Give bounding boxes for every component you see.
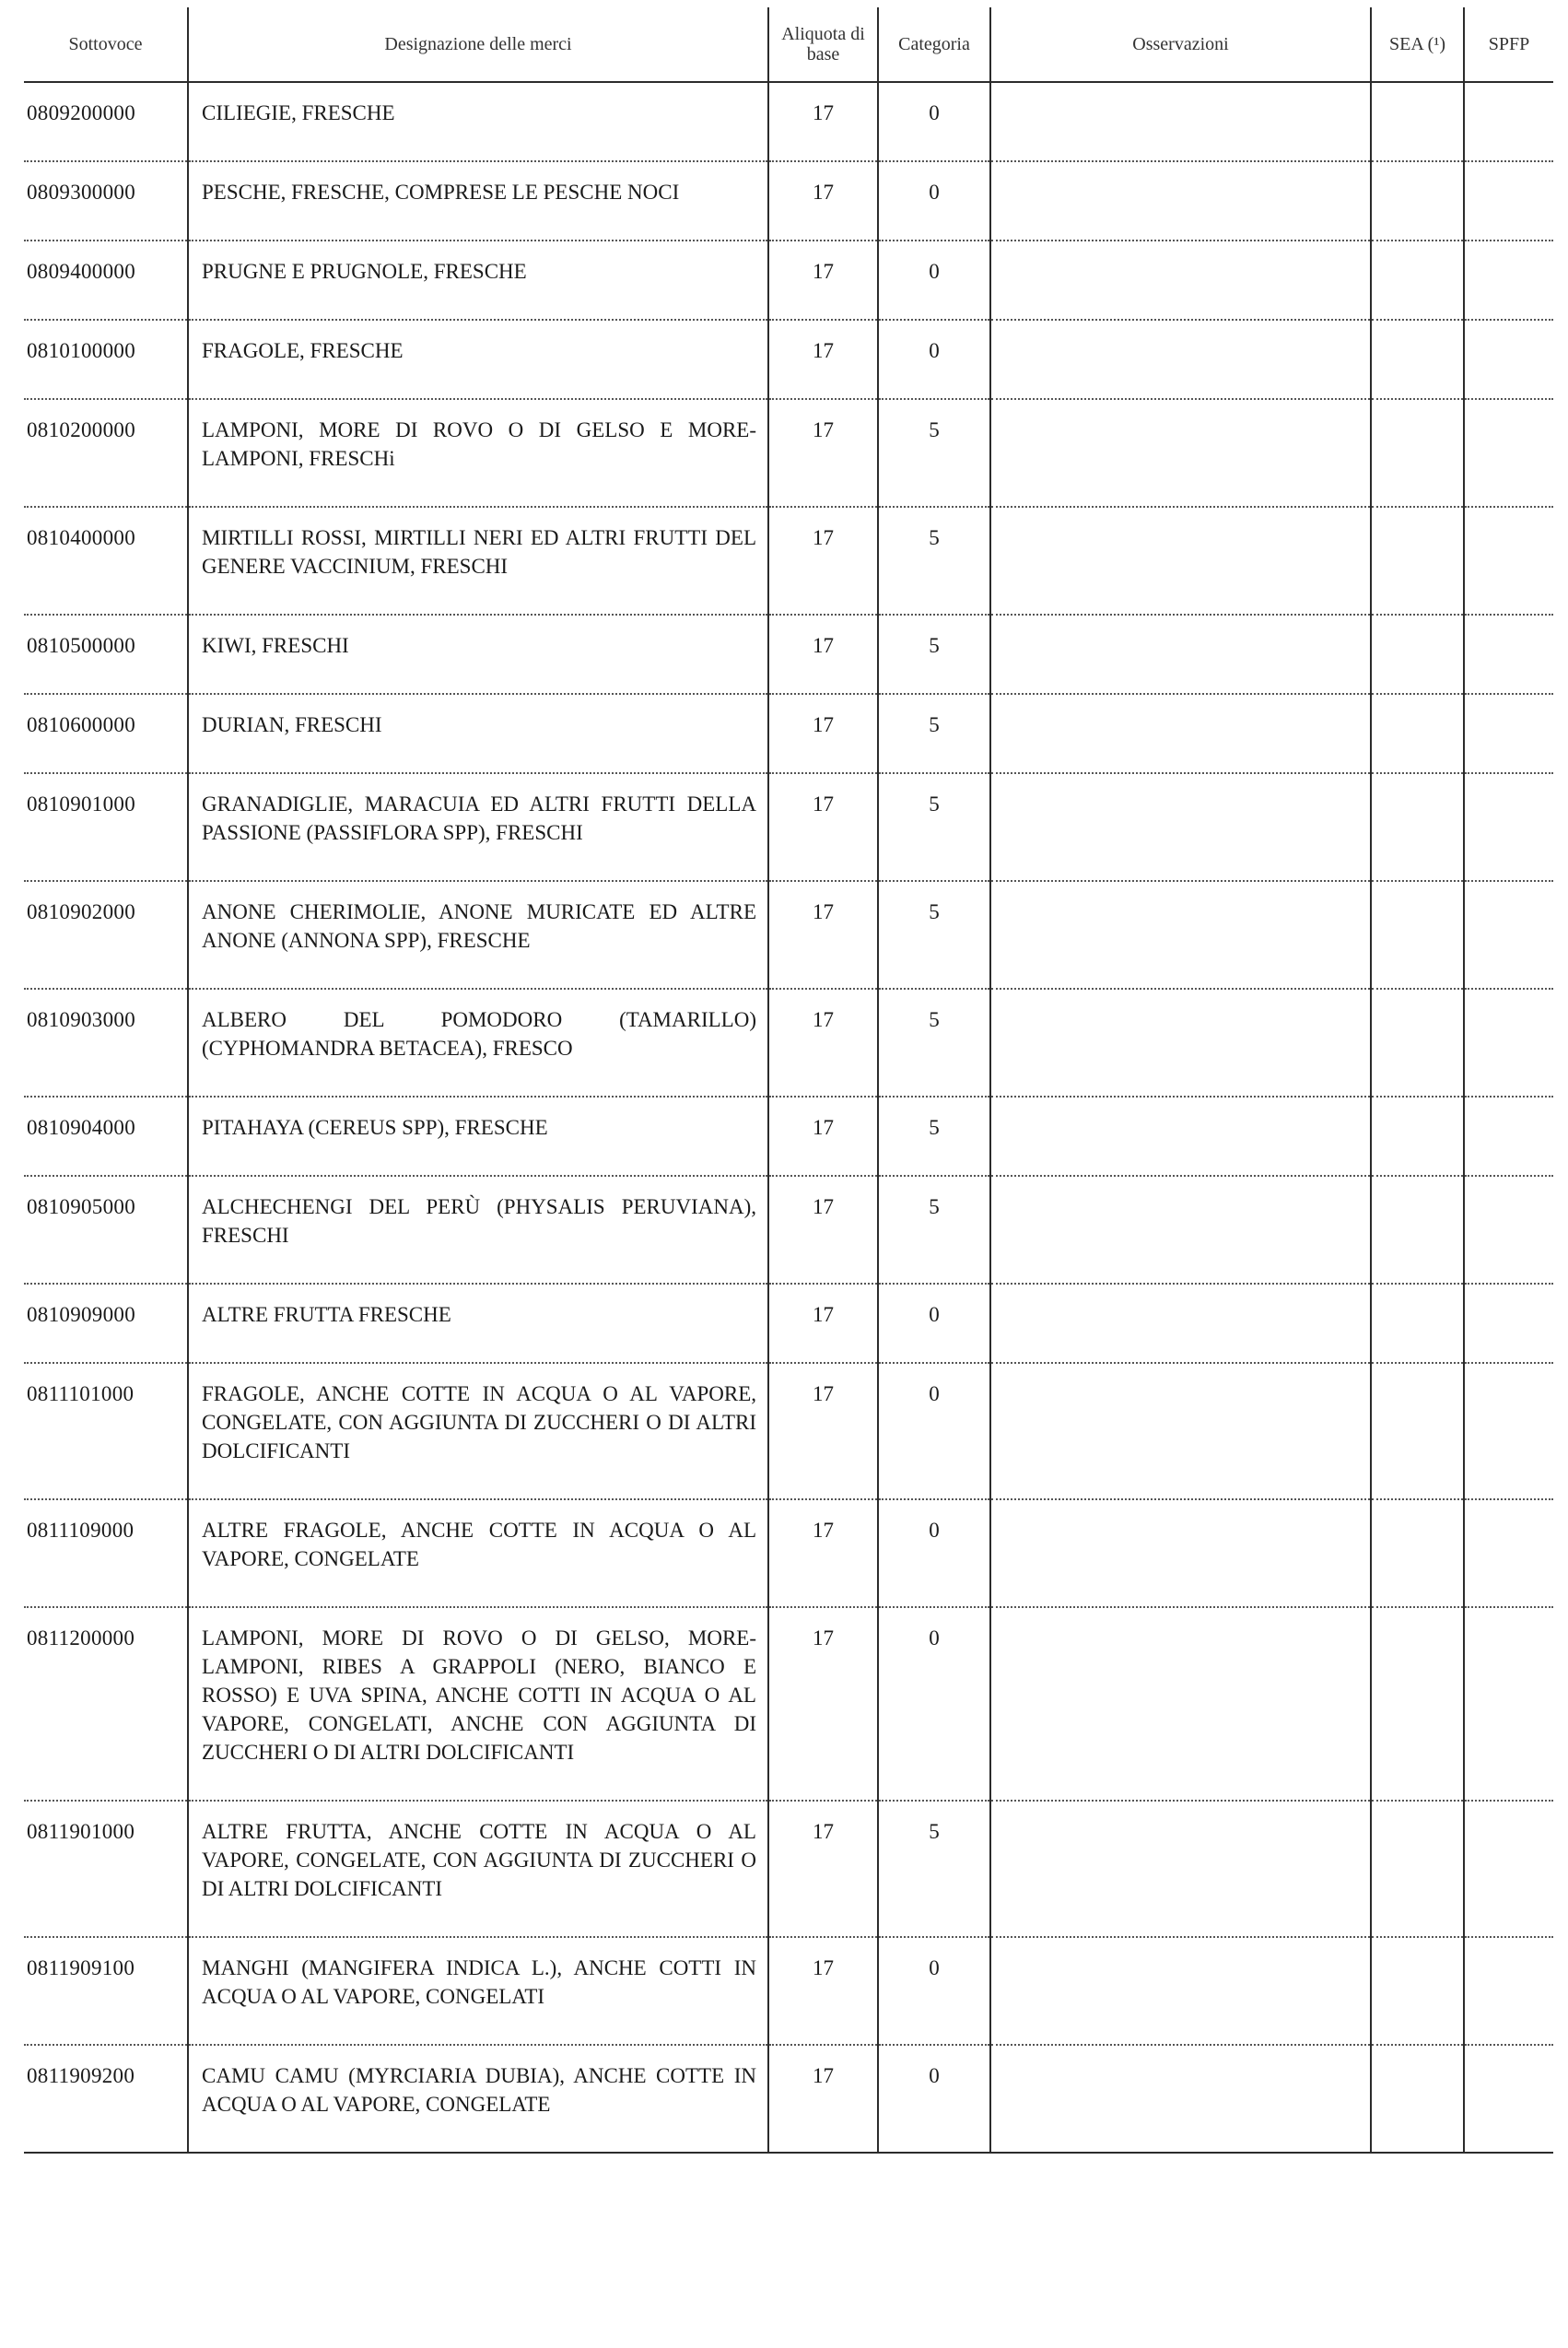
cell-observations [990, 694, 1371, 773]
cell-sea [1371, 1284, 1464, 1363]
table-row [24, 241, 1553, 320]
cell-description: MIRTILLI ROSSI, MIRTILLI NERI ED ALTRI FRUTTI DEL GENERE VACCINIUM, FRESCHI [188, 507, 768, 615]
cell-rate: 17 [768, 1363, 878, 1499]
table-row [24, 2045, 1553, 2153]
cell-rate: 17 [768, 241, 878, 320]
table-row [24, 1937, 1553, 2045]
cell-description: ALTRE FRAGOLE, ANCHE COTTE IN ACQUA O AL VAPORE, CONGELATE [188, 1499, 768, 1607]
cell-code: 0810909000 [24, 1284, 188, 1363]
cell-code: 0810902000 [24, 881, 188, 989]
cell-description: MANGHI (MANGIFERA INDICA L.), ANCHE COTTI IN ACQUA O AL VAPORE, CONGELATI [188, 1937, 768, 2045]
cell-sea [1371, 1607, 1464, 1801]
cell-rate: 17 [768, 1284, 878, 1363]
cell-code: 0811901000 [24, 1801, 188, 1937]
cell-code: 0810904000 [24, 1097, 188, 1176]
cell-code: 0811101000 [24, 1363, 188, 1499]
cell-category: 0 [878, 2045, 990, 2153]
cell-observations [990, 881, 1371, 989]
cell-code: 0811109000 [24, 1499, 188, 1607]
cell-rate: 17 [768, 320, 878, 399]
cell-category: 5 [878, 615, 990, 694]
cell-observations [990, 989, 1371, 1097]
cell-category: 5 [878, 1176, 990, 1284]
cell-spfp [1464, 1499, 1553, 1607]
cell-rate: 17 [768, 773, 878, 881]
cell-spfp [1464, 399, 1553, 507]
table-row [24, 320, 1553, 399]
table-row [24, 773, 1553, 881]
cell-sea [1371, 881, 1464, 989]
cell-observations [990, 1801, 1371, 1937]
cell-sea [1371, 615, 1464, 694]
cell-description: ANONE CHERIMOLIE, ANONE MURICATE ED ALTRE ANONE (ANNONA SPP), FRESCHE [188, 881, 768, 989]
cell-sea [1371, 989, 1464, 1097]
cell-spfp [1464, 2045, 1553, 2153]
cell-code: 0809400000 [24, 241, 188, 320]
cell-rate: 17 [768, 694, 878, 773]
cell-category: 0 [878, 1284, 990, 1363]
cell-sea [1371, 2045, 1464, 2153]
cell-observations [990, 1176, 1371, 1284]
cell-description: LAMPONI, MORE DI ROVO O DI GELSO, MORE-LAMPONI, RIBES A GRAPPOLI (NERO, BIANCO E ROSSO) E UVA SPINA, ANCHE COTTI IN ACQUA O AL VAPORE, CONGELATI, ANCHE CON AGGIUNTA DI ZUCCHERI O DI ALTRI DOLCIFICANTI [188, 1607, 768, 1801]
cell-sea [1371, 773, 1464, 881]
cell-code: 0811200000 [24, 1607, 188, 1801]
cell-spfp [1464, 1801, 1553, 1937]
cell-sea [1371, 1097, 1464, 1176]
table-body [24, 82, 1553, 2153]
cell-rate: 17 [768, 1176, 878, 1284]
cell-spfp [1464, 1176, 1553, 1284]
cell-spfp [1464, 989, 1553, 1097]
cell-sea [1371, 399, 1464, 507]
table-row [24, 1176, 1553, 1284]
table-header [24, 7, 1553, 82]
cell-rate: 17 [768, 161, 878, 241]
cell-rate: 17 [768, 1937, 878, 2045]
cell-code: 0810600000 [24, 694, 188, 773]
cell-category: 5 [878, 694, 990, 773]
table-row [24, 615, 1553, 694]
cell-category: 5 [878, 1801, 990, 1937]
cell-observations [990, 2045, 1371, 2153]
table-row [24, 161, 1553, 241]
cell-rate: 17 [768, 1097, 878, 1176]
table-row [24, 1801, 1553, 1937]
cell-code: 0809200000 [24, 82, 188, 161]
cell-sea [1371, 1499, 1464, 1607]
table-row [24, 1284, 1553, 1363]
cell-code: 0810903000 [24, 989, 188, 1097]
cell-sea [1371, 320, 1464, 399]
cell-description: ALTRE FRUTTA, ANCHE COTTE IN ACQUA O AL VAPORE, CONGELATE, CON AGGIUNTA DI ZUCCHERI O DI ALTRI DOLCIFICANTI [188, 1801, 768, 1937]
cell-spfp [1464, 507, 1553, 615]
cell-spfp [1464, 694, 1553, 773]
cell-observations [990, 1097, 1371, 1176]
cell-observations [990, 161, 1371, 241]
cell-spfp [1464, 615, 1553, 694]
cell-category: 5 [878, 1097, 990, 1176]
cell-observations [990, 241, 1371, 320]
cell-description: FRAGOLE, FRESCHE [188, 320, 768, 399]
table-row [24, 82, 1553, 161]
cell-code: 0810400000 [24, 507, 188, 615]
table-row [24, 1097, 1553, 1176]
cell-spfp [1464, 1097, 1553, 1176]
header-spfp: SPFP [1464, 7, 1553, 82]
cell-sea [1371, 1363, 1464, 1499]
table-row [24, 881, 1553, 989]
cell-rate: 17 [768, 507, 878, 615]
cell-observations [990, 320, 1371, 399]
tariff-page [24, 7, 1553, 2154]
cell-sea [1371, 82, 1464, 161]
cell-category: 0 [878, 1363, 990, 1499]
cell-sea [1371, 507, 1464, 615]
table-row [24, 1363, 1553, 1499]
cell-category: 0 [878, 1607, 990, 1801]
cell-spfp [1464, 1607, 1553, 1801]
cell-code: 0810901000 [24, 773, 188, 881]
cell-category: 5 [878, 881, 990, 989]
cell-spfp [1464, 1284, 1553, 1363]
cell-sea [1371, 1801, 1464, 1937]
cell-description: PESCHE, FRESCHE, COMPRESE LE PESCHE NOCI [188, 161, 768, 241]
cell-observations [990, 399, 1371, 507]
cell-rate: 17 [768, 989, 878, 1097]
header-aliquota: Aliquota di base [768, 7, 878, 82]
cell-observations [990, 1937, 1371, 2045]
cell-description: ALTRE FRUTTA FRESCHE [188, 1284, 768, 1363]
cell-rate: 17 [768, 615, 878, 694]
cell-category: 0 [878, 241, 990, 320]
cell-code: 0811909100 [24, 1937, 188, 2045]
cell-category: 5 [878, 399, 990, 507]
cell-spfp [1464, 320, 1553, 399]
cell-rate: 17 [768, 399, 878, 507]
cell-code: 0810500000 [24, 615, 188, 694]
cell-observations [990, 82, 1371, 161]
cell-code: 0811909200 [24, 2045, 188, 2153]
cell-code: 0810905000 [24, 1176, 188, 1284]
cell-observations [990, 1363, 1371, 1499]
cell-description: ALBERO DEL POMODORO (TAMARILLO) (CYPHOMANDRA BETACEA), FRESCO [188, 989, 768, 1097]
cell-sea [1371, 1937, 1464, 2045]
cell-description: LAMPONI, MORE DI ROVO O DI GELSO E MORE-LAMPONI, FRESCHi [188, 399, 768, 507]
cell-category: 5 [878, 773, 990, 881]
cell-description: KIWI, FRESCHI [188, 615, 768, 694]
cell-spfp [1464, 881, 1553, 989]
table-row [24, 1607, 1553, 1801]
header-categoria: Categoria [878, 7, 990, 82]
tariff-table [24, 7, 1553, 2154]
cell-code: 0810200000 [24, 399, 188, 507]
table-row [24, 507, 1553, 615]
cell-spfp [1464, 161, 1553, 241]
cell-rate: 17 [768, 881, 878, 989]
cell-sea [1371, 1176, 1464, 1284]
table-row [24, 1499, 1553, 1607]
cell-spfp [1464, 82, 1553, 161]
table-row [24, 694, 1553, 773]
header-sottovoce: Sottovoce [24, 7, 188, 82]
cell-code: 0810100000 [24, 320, 188, 399]
cell-rate: 17 [768, 1801, 878, 1937]
cell-rate: 17 [768, 82, 878, 161]
cell-observations [990, 1607, 1371, 1801]
cell-sea [1371, 694, 1464, 773]
cell-sea [1371, 161, 1464, 241]
cell-description: ALCHECHENGI DEL PERÙ (PHYSALIS PERUVIANA), FRESCHI [188, 1176, 768, 1284]
cell-rate: 17 [768, 2045, 878, 2153]
cell-sea [1371, 241, 1464, 320]
cell-rate: 17 [768, 1607, 878, 1801]
cell-spfp [1464, 1937, 1553, 2045]
cell-category: 5 [878, 989, 990, 1097]
cell-category: 0 [878, 82, 990, 161]
cell-spfp [1464, 773, 1553, 881]
cell-spfp [1464, 241, 1553, 320]
table-row [24, 989, 1553, 1097]
cell-observations [990, 1284, 1371, 1363]
cell-category: 0 [878, 320, 990, 399]
cell-category: 5 [878, 507, 990, 615]
cell-description: GRANADIGLIE, MARACUIA ED ALTRI FRUTTI DELLA PASSIONE (PASSIFLORA SPP), FRESCHI [188, 773, 768, 881]
header-designazione: Designazione delle merci [188, 7, 768, 82]
cell-description: FRAGOLE, ANCHE COTTE IN ACQUA O AL VAPORE, CONGELATE, CON AGGIUNTA DI ZUCCHERI O DI ALTRI DOLCIFICANTI [188, 1363, 768, 1499]
cell-description: CAMU CAMU (MYRCIARIA DUBIA), ANCHE COTTE IN ACQUA O AL VAPORE, CONGELATE [188, 2045, 768, 2153]
cell-description: CILIEGIE, FRESCHE [188, 82, 768, 161]
cell-spfp [1464, 1363, 1553, 1499]
cell-description: PITAHAYA (CEREUS SPP), FRESCHE [188, 1097, 768, 1176]
cell-observations [990, 615, 1371, 694]
cell-category: 0 [878, 161, 990, 241]
cell-observations [990, 773, 1371, 881]
cell-category: 0 [878, 1499, 990, 1607]
header-osservazioni: Osservazioni [990, 7, 1371, 82]
cell-observations [990, 507, 1371, 615]
cell-rate: 17 [768, 1499, 878, 1607]
cell-description: DURIAN, FRESCHI [188, 694, 768, 773]
cell-code: 0809300000 [24, 161, 188, 241]
header-sea: SEA (¹) [1371, 7, 1464, 82]
cell-category: 0 [878, 1937, 990, 2045]
cell-observations [990, 1499, 1371, 1607]
cell-description: PRUGNE E PRUGNOLE, FRESCHE [188, 241, 768, 320]
table-row [24, 399, 1553, 507]
